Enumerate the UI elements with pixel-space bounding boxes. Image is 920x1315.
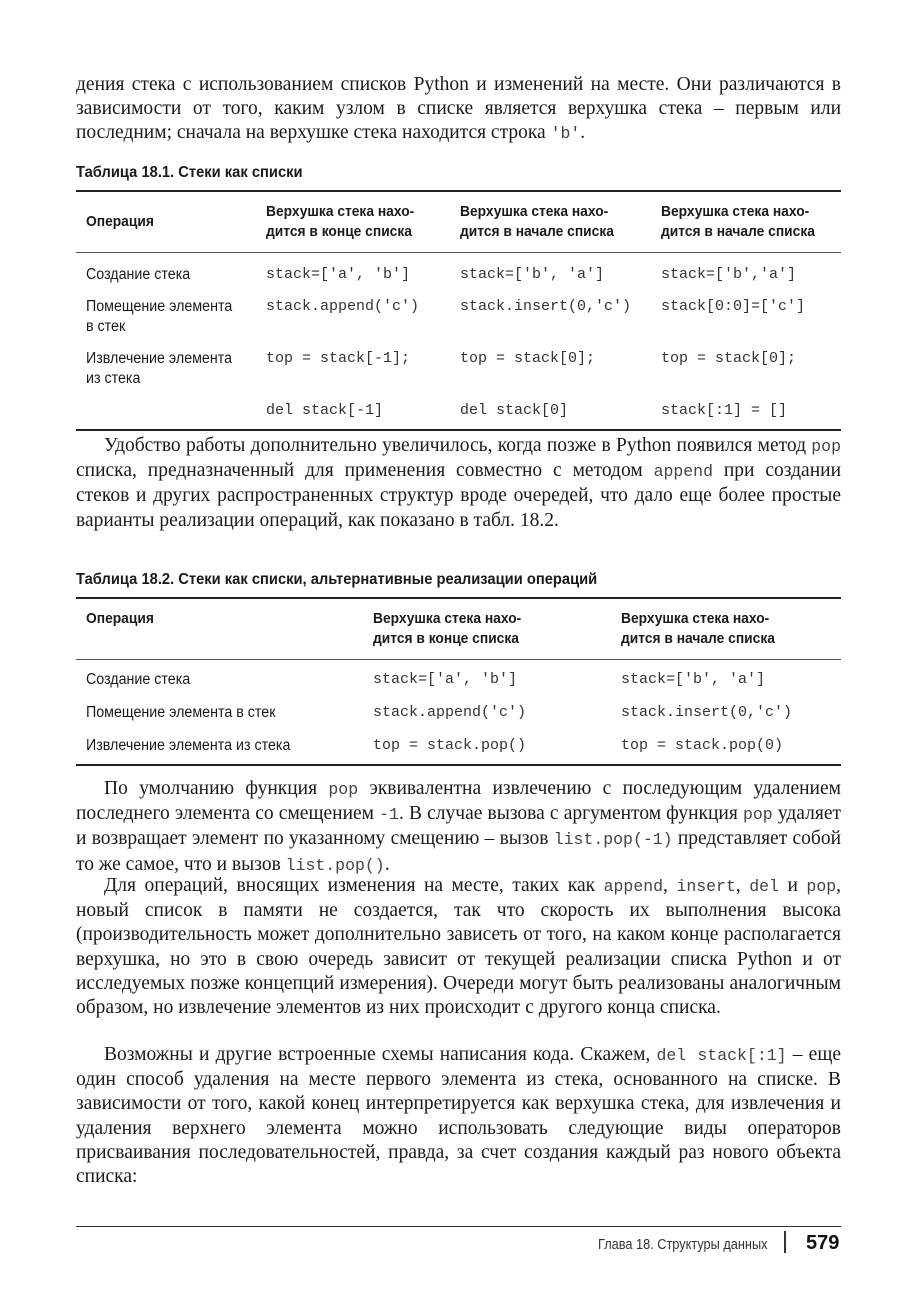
table-row: Помещение элемента в стек stack.append('c') stack.insert(0,'c') stack[0:0]=['c']: [86, 298, 806, 335]
running-footer-chapter: Глава 18. Структуры данных: [598, 1236, 768, 1253]
header-operation: Операция: [76, 191, 256, 253]
intro-paragraph: дения стека с использованием списков Python и изменений на месте. Они различаются в зависимости от того, каким узлом в списке является верхушка стека – первым или последним; сначала на верхушке стека находится строка 'b'.: [76, 74, 841, 144]
table2-caption: Таблица 18.2. Стеки как списки, альтернативные реализации операций: [76, 571, 598, 588]
table-row: Создание стека stack=['a', 'b'] stack=['b', 'a'] stack=['b','a']: [86, 266, 797, 283]
header-top-start-alt: Верхушка стека нахо- дится в начале списка: [651, 191, 841, 253]
header-top-start: Верхушка стека нахо- дится в начале списка: [450, 191, 651, 253]
table-header-row: [76, 191, 841, 253]
table-row: del stack[-1] del stack[0] stack[:1] = []: [266, 402, 788, 419]
table-18-1: [76, 190, 841, 431]
table-row: Извлечение элемента из стека top = stack[-1]; top = stack[0]; top = stack[0];: [86, 350, 797, 387]
table-row: Помещение элемента в стек stack.append('c') stack.insert(0,'c'): [86, 704, 793, 721]
footer-separator: [784, 1231, 786, 1253]
inline-code: 'b': [550, 124, 581, 144]
table-row: Извлечение элемента из стека top = stack.pop() top = stack.pop(0): [86, 737, 784, 754]
table-18-2: [76, 597, 841, 766]
footer-divider: [76, 1226, 841, 1227]
table1-caption: Таблица 18.1. Стеки как списки: [76, 164, 303, 181]
paragraph-inplace-ops: Для операций, вносящих изменения на месте, таких как append, insert, del и pop, новый список в памяти не создается, так что скорость их выполнения высока (производительность может дополнительно зависеть от того, на каком конце располагается верхушка, но это в свою очередь зависит от текущей реализации списка Python и от исследуемых позже концепций измерения). Очереди могут быть реализованы аналогичным образом, но извлечение элементов из них происходит с другого конца списка.: [76, 875, 842, 1019]
header-operation: Операция: [76, 598, 363, 660]
paragraph-pop-method: Удобство работы дополнительно увеличилось, когда позже в Python появился метод pop списка, предназначенный для применения совместно с методом append при создании стеков и других распространенных структур вроде очередей, что дало еще более простые варианты реализации операций, как показано в табл. 18.2.: [76, 435, 842, 531]
page-number: 579: [806, 1232, 840, 1254]
header-top-end: Верхушка стека нахо- дится в конце списка: [363, 598, 611, 660]
paragraph-pop-default: По умолчанию функция pop эквивалентна извлечению с последующим удалением последнего элемента со смещением -1. В случае вызова с аргументом функция pop удаляет и возвращает элемент по указанному смещению – вызов list.pop(-1) представляет собой то же самое, что и вызов list.pop().: [76, 778, 842, 875]
table-row: Создание стека stack=['a', 'b'] stack=['b', 'a']: [86, 671, 766, 688]
header-top-start: Верхушка стека нахо- дится в начале списка: [611, 598, 841, 660]
header-top-end: Верхушка стека нахо- дится в конце списка: [256, 191, 450, 253]
table-header-row: [76, 598, 841, 660]
paragraph-other-schemes: Возможны и другие встроенные схемы написания кода. Скажем, del stack[:1] – еще один способ удаления на месте первого элемента из стека, основанного на списке. В зависимости от того, какой конец интерпретируется как верхушка стека, для извлечения и удаления верхнего элемента можно использовать следующие виды операторов присваивания последовательностей, правда, за счет создания каждый раз нового объекта списка:: [76, 1044, 841, 1188]
